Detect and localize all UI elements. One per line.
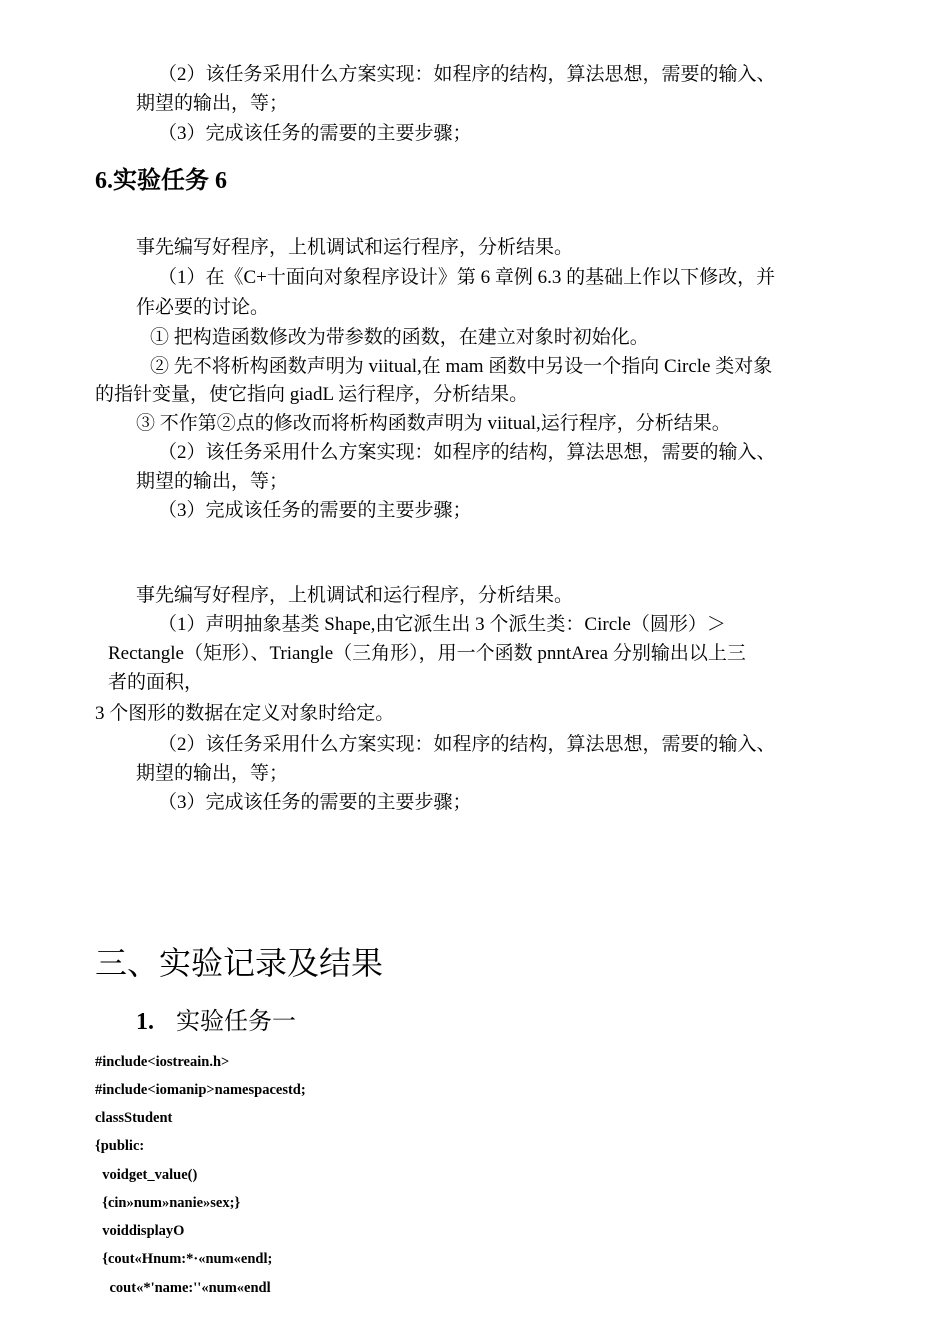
- task5-step2-line1: （2）该任务采用什么方案实现：如程序的结构，算法思想，需要的输入、: [158, 64, 776, 85]
- section3-subheading: [136, 1006, 296, 1037]
- code-line-2: #include<iomanip>namespacestd;: [95, 1082, 306, 1098]
- code-line-1: #include<iostreain.h>: [95, 1054, 230, 1070]
- task6-step1-line1: （1）在《C+十面向对象程序设计》第 6 章例 6.3 的基础上作以下修改，并: [158, 267, 776, 288]
- code-line-7: voiddisplayO: [95, 1223, 185, 1239]
- task6-step3: （3）完成该任务的需要的主要步骤；: [158, 500, 472, 521]
- task7-step2-line1: （2）该任务采用什么方案实现：如程序的结构，算法思想，需要的输入、: [158, 734, 776, 755]
- code-line-4: {public:: [95, 1138, 145, 1154]
- task7-step1-line2: Rectangle（矩形）、Triangle（三角形），用一个函数 pnntArea 分别输出以上三: [108, 643, 746, 664]
- code-line-3: classStudent: [95, 1110, 173, 1126]
- task6-item2-line1: ② 先不将析构函数声明为 viitual,在 mam 函数中另设一个指向 Circle 类对象: [150, 356, 773, 377]
- task7-step3: （3）完成该任务的需要的主要步骤；: [158, 792, 472, 813]
- task6-item2-line2: 的指针变量，使它指向 giadL 运行程序，分析结果。: [95, 384, 529, 405]
- task6-item1: ① 把构造函数修改为带参数的函数，在建立对象时初始化。: [150, 327, 649, 348]
- task7-step1-line3: 者的面积，: [108, 672, 204, 693]
- task7-intro: 事先编写好程序，上机调试和运行程序，分析结果。: [136, 585, 574, 606]
- section3-heading: 三、实验记录及结果: [95, 944, 384, 982]
- task7-step1-line1: （1）声明抽象基类 Shape,由它派生出 3 个派生类：Circle（圆形）＞: [158, 614, 726, 635]
- task6-step2-line2: 期望的输出，等；: [136, 471, 289, 492]
- task6-intro: 事先编写好程序，上机调试和运行程序，分析结果。: [136, 237, 574, 258]
- subheading-text: 实验任务一: [176, 1007, 296, 1035]
- code-line-6: {cin»num»nanie»sex;}: [95, 1195, 241, 1211]
- code-line-8: {cout«Hnum:*·«num«endl;: [95, 1251, 273, 1267]
- subheading-number: 1.: [136, 1009, 154, 1035]
- code-line-9: cout«*'name:''«num«endl: [95, 1280, 271, 1296]
- task5-step3: （3）完成该任务的需要的主要步骤；: [158, 123, 472, 144]
- task5-step2-line2: 期望的输出，等；: [136, 93, 289, 114]
- task7-step1-line4: 3 个图形的数据在定义对象时给定。: [95, 703, 395, 724]
- task6-heading: 6.实验任务 6: [95, 168, 227, 194]
- code-line-5: voidget_value(): [95, 1167, 198, 1183]
- task6-item3: ③ 不作第②点的修改而将析构函数声明为 viitual,运行程序，分析结果。: [136, 413, 731, 434]
- task6-step1-line2: 作必要的讨论。: [136, 297, 270, 318]
- task6-step2-line1: （2）该任务采用什么方案实现：如程序的结构，算法思想，需要的输入、: [158, 442, 776, 463]
- task7-step2-line2: 期望的输出，等；: [136, 763, 289, 784]
